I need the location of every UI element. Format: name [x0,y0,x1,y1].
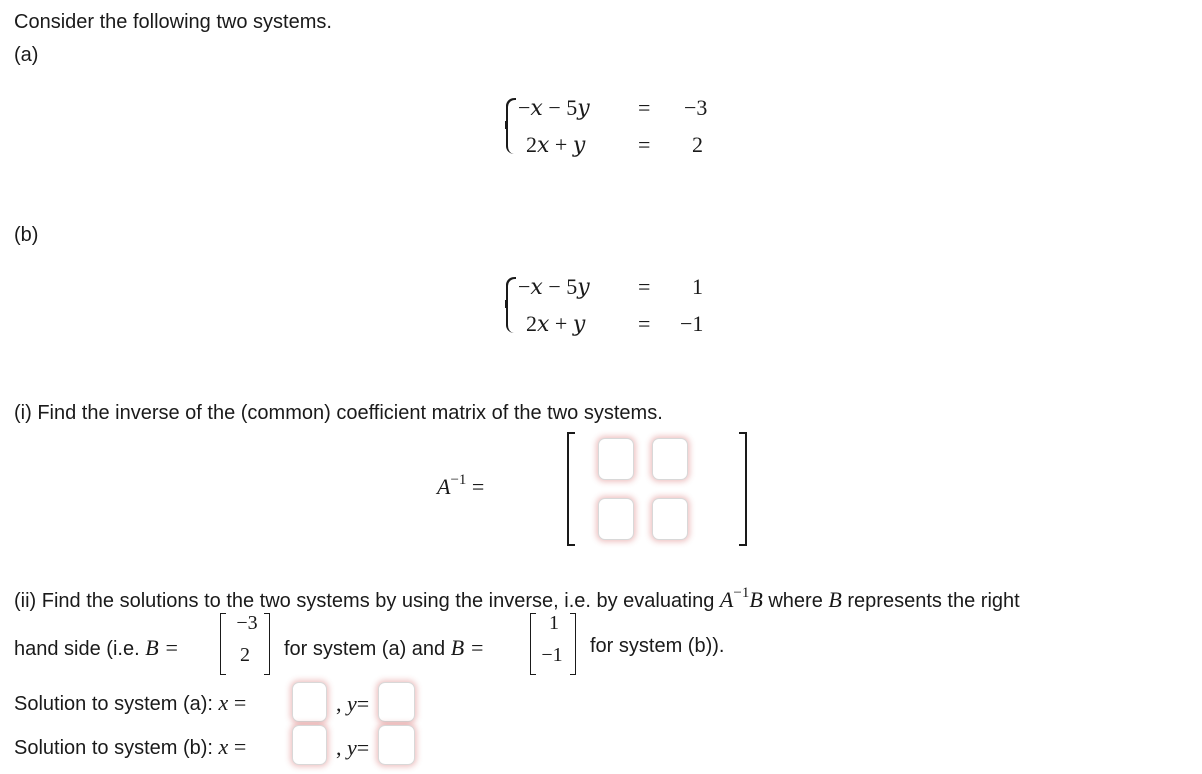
matrix-input-r2c1[interactable] [598,498,634,540]
system-a-row2-eq: = [638,132,651,157]
solution-b-y-eq: = [356,735,370,760]
inverse-label [437,474,484,500]
matrix-input-r2c2[interactable] [652,498,688,540]
matrix-input-r1c1[interactable] [598,438,634,480]
part-ii-line1-post: represents the right [841,590,1020,612]
part-ii-line1-pre: (ii) Find the solutions to the two systems by using the inverse, i.e. by evaluating [14,590,720,612]
part-ii-b-var: B [828,587,842,612]
solution-a-y-input[interactable] [378,682,415,722]
part-ii-expr-b: B [749,587,763,612]
system-a-row1-rhs: −3 [684,95,708,120]
system-b-brace [506,277,516,333]
part-ii-line1 [14,587,1020,613]
part-ii-line2-pre-text: hand side (i.e. [14,638,146,660]
solution-b-x-input[interactable] [292,725,327,765]
system-b-row2-lhs: 2𝑥 + 𝑦 [526,311,586,336]
inverse-label-sup: −1 [450,472,467,488]
part-ii-line2-mid [284,635,485,661]
solution-a-y-eq: = [356,691,370,716]
part-ii-expr-sup: −1 [733,585,750,601]
part-ii-expr-a: A [719,587,734,612]
system-a-brace [506,98,516,154]
vector-a-entry-1: −3 [236,612,258,634]
b-equals-b: B = [450,635,485,660]
part-a-label: (a) [14,44,39,66]
part-b-label: (b) [14,224,39,246]
part-i-text: (i) Find the inverse of the (common) coefficient matrix of the two systems. [14,402,663,424]
system-a-row1-lhs: −𝑥 − 5𝑦 [518,95,590,120]
solution-b-x-var: x [218,734,229,759]
solution-b-sep: , [336,735,342,760]
solution-b-y-label [336,735,369,761]
inverse-label-base: A [437,474,451,499]
system-b-row1-eq: = [638,274,651,299]
solution-b-label-text: Solution to system (b): [14,737,219,759]
intro-text: Consider the following two systems. [14,11,332,33]
system-a-row2-rhs: 2 [692,132,703,157]
solution-a-x-eq: = [233,690,247,715]
solution-a-x-var: x [218,690,229,715]
part-ii-line2-mid-text: for system (a) and [284,638,451,660]
part-ii-line1-mid: where [762,590,829,612]
part-ii-line2-post: for system (b)). [590,635,725,657]
matrix-input-r1c2[interactable] [652,438,688,480]
vector-b-entry-1: 1 [549,612,559,634]
vector-b-entry-2: −1 [541,644,563,666]
inverse-label-eq: = [471,474,485,499]
solution-b-x-eq: = [233,734,247,759]
solution-a-y-label [336,691,369,717]
solution-b-label [14,734,246,760]
solution-a-label [14,690,246,716]
system-a-row1-eq: = [638,95,651,120]
vector-a-left-bracket [220,613,226,675]
solution-a-sep: , [336,691,342,716]
b-equals-a: B = [145,635,179,660]
system-b-row1-rhs: 1 [692,274,703,299]
part-ii-line2-pre [14,635,179,661]
solution-a-x-input[interactable] [292,682,327,722]
system-b-row2-rhs: −1 [680,311,704,336]
system-b-row2-eq: = [638,311,651,336]
system-a-row2-lhs: 2𝑥 + 𝑦 [526,132,586,157]
matrix-left-bracket [567,432,575,546]
solution-a-y-var: y [347,691,357,716]
system-b-row1-lhs: −𝑥 − 5𝑦 [518,274,590,299]
vector-a-entry-2: 2 [240,644,250,666]
solution-a-label-text: Solution to system (a): [14,693,219,715]
matrix-right-bracket [739,432,747,546]
solution-b-y-var: y [347,735,357,760]
solution-b-y-input[interactable] [378,725,415,765]
